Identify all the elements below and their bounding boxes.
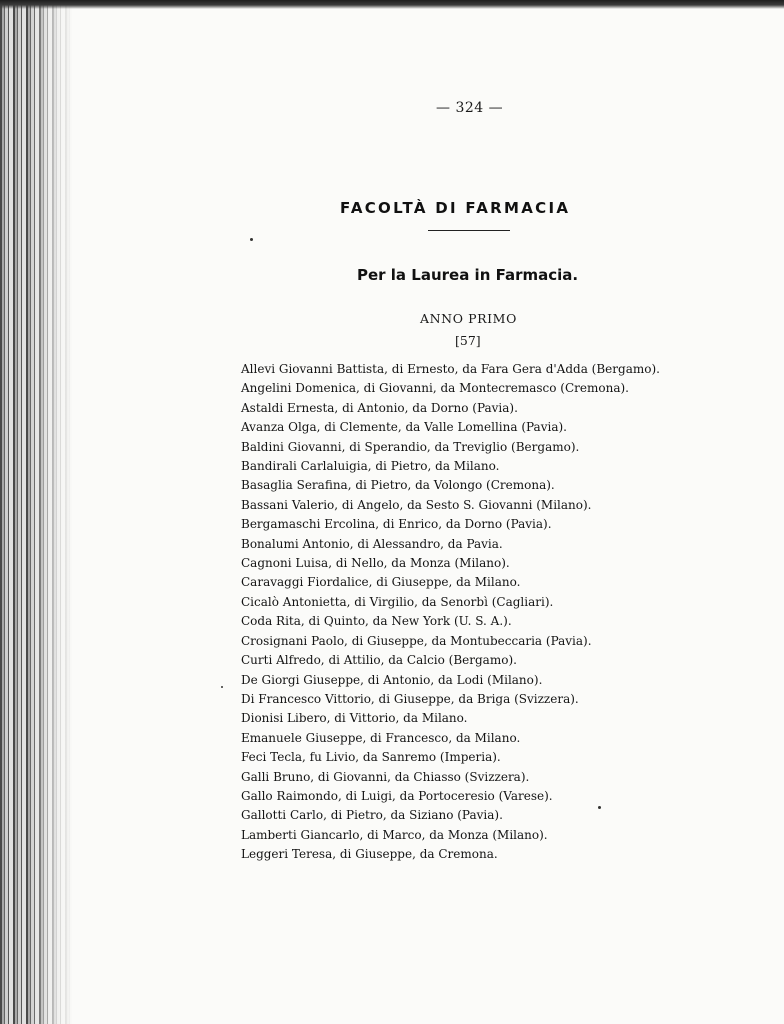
student-entry: Astaldi Ernesta, di Antonio, da Dorno (Pavia). — [241, 400, 518, 415]
student-entry: Dionisi Libero, di Vittorio, da Milano. — [241, 711, 468, 726]
student-entry: Bandirali Carlaluigia, di Pietro, da Milano. — [241, 459, 500, 474]
title-divider — [428, 230, 510, 231]
student-entry: Bassani Valerio, di Angelo, da Sesto S. Giovanni (Milano). — [241, 497, 592, 512]
student-entry: Avanza Olga, di Clemente, da Valle Lomellina (Pavia). — [241, 420, 567, 435]
student-entry: Emanuele Giuseppe, di Francesco, da Milano. — [241, 730, 521, 745]
student-entry: Gallo Raimondo, di Luigi, da Portoceresio (Varese). — [241, 788, 553, 803]
student-entry: Angelini Domenica, di Giovanni, da Montecremasco (Cremona). — [241, 381, 629, 396]
student-entry: Basaglia Serafina, di Pietro, da Volongo (Cremona). — [241, 478, 555, 493]
faculty-title: FACOLTÀ DI FARMACIA — [340, 199, 571, 217]
student-entry: De Giorgi Giuseppe, di Antonio, da Lodi (Milano). — [241, 672, 543, 687]
student-entry: Bergamaschi Ercolina, di Enrico, da Dorno (Pavia). — [241, 517, 552, 532]
student-entry: Allevi Giovanni Battista, di Ernesto, da Fara Gera d'Adda (Bergamo). — [241, 362, 660, 376]
top-page-edge — [0, 0, 784, 9]
scan-speck — [250, 238, 253, 241]
year-label: ANNO PRIMO — [420, 311, 517, 326]
student-entry: Caravaggi Fiordalice, di Giuseppe, da Milano. — [241, 575, 521, 590]
student-entry: Crosignani Paolo, di Giuseppe, da Montubeccaria (Pavia). — [241, 633, 592, 648]
binding-shadow — [30, 0, 75, 1024]
student-entry: Lamberti Giancarlo, di Marco, da Monza (Milano). — [241, 827, 548, 842]
student-entry: Feci Tecla, fu Livio, da Sanremo (Imperia). — [241, 750, 501, 765]
student-entry: Leggeri Teresa, di Giuseppe, da Cremona. — [241, 847, 498, 862]
scan-speck — [221, 686, 223, 688]
student-entry: Baldini Giovanni, di Sperandio, da Treviglio (Bergamo). — [241, 439, 580, 454]
student-entry: Coda Rita, di Quinto, da New York (U. S. A.). — [241, 614, 512, 629]
degree-heading: Per la Laurea in Farmacia. — [357, 266, 579, 284]
student-entry: Gallotti Carlo, di Pietro, da Siziano (Pavia). — [241, 808, 503, 823]
page-number: — 324 — — [436, 100, 504, 116]
student-entry: Cagnoni Luisa, di Nello, da Monza (Milano). — [241, 556, 510, 571]
student-entry: Bonalumi Antonio, di Alessandro, da Pavia. — [241, 536, 503, 551]
student-entry: Di Francesco Vittorio, di Giuseppe, da Briga (Svizzera). — [241, 691, 579, 706]
student-count: [57] — [455, 333, 481, 348]
scan-speck — [598, 806, 601, 809]
student-entry: Curti Alfredo, di Attilio, da Calcio (Bergamo). — [241, 653, 517, 668]
student-list — [241, 360, 701, 865]
student-entry: Galli Bruno, di Giovanni, da Chiasso (Svizzera). — [241, 769, 530, 784]
student-entry: Cicalò Antonietta, di Virgilio, da Senorbì (Cagliari). — [241, 594, 554, 609]
